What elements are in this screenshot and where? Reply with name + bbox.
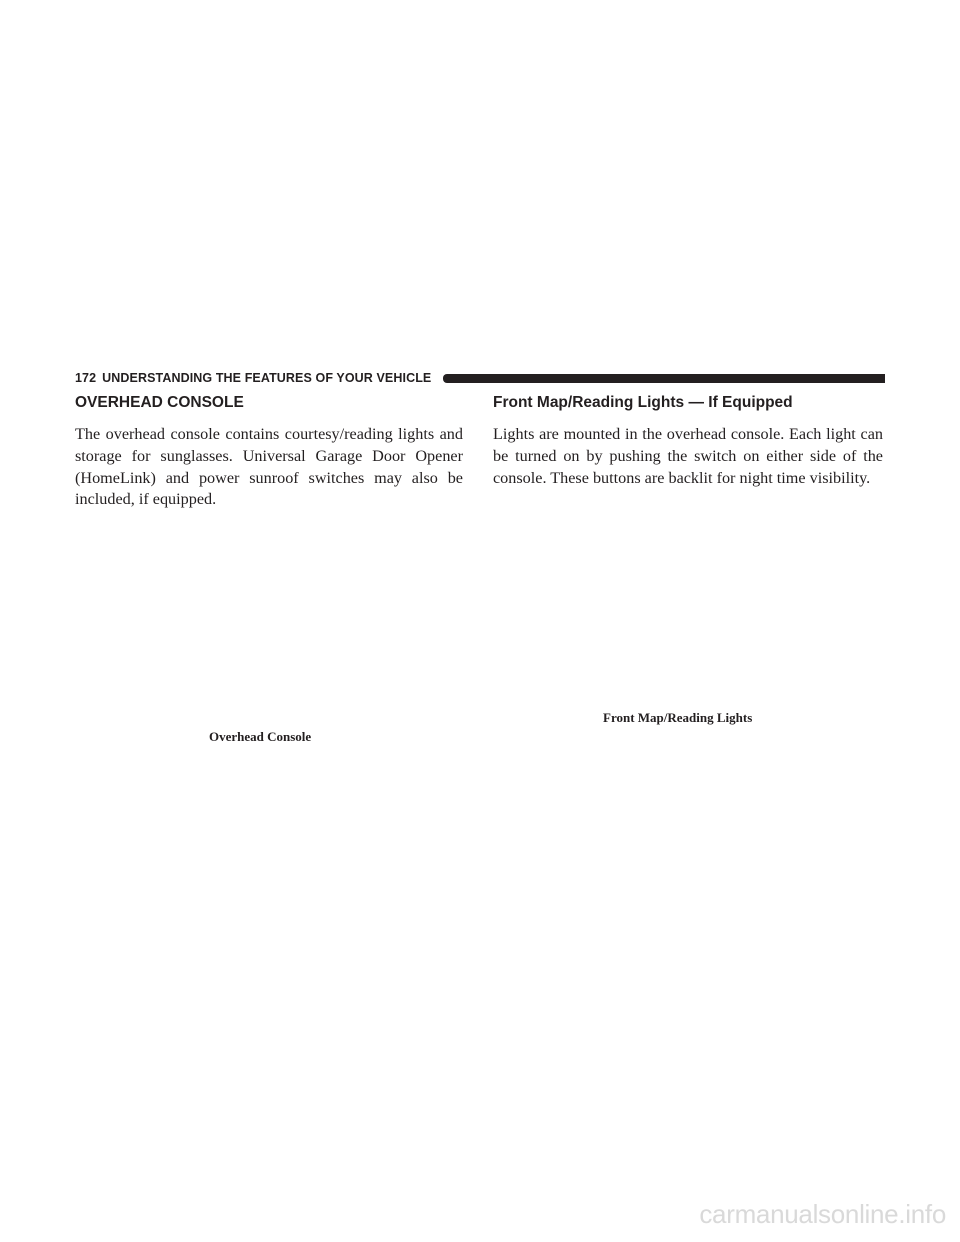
page-header (75, 369, 885, 387)
overhead-console-caption: Overhead Console (209, 729, 312, 744)
watermark: carmanualsonline.info (699, 1199, 946, 1229)
overhead-console-body: The overhead console contains courtesy/reading lights and storage for sunglasses. Universal Garage Door Opener (HomeLink) and power sunroof switches may also be included, if equipped. (75, 425, 463, 509)
front-map-lights-caption: Front Map/Reading Lights (603, 710, 753, 725)
header-text (75, 369, 431, 387)
overhead-console-heading: OVERHEAD CONSOLE (75, 394, 244, 411)
header-rule (443, 374, 885, 383)
front-map-lights-body: Lights are mounted in the overhead console. Each light can be turned on by pushing the switch on either side of the console. These buttons are backlit for night time visibility. (493, 425, 883, 487)
section-title: UNDERSTANDING THE FEATURES OF YOUR VEHICLE (102, 371, 432, 385)
overhead-console-section (75, 392, 463, 511)
front-map-lights-heading: Front Map/Reading Lights — If Equipped (493, 394, 793, 411)
page-number: 172 (75, 371, 97, 385)
front-map-lights-section (493, 392, 883, 489)
